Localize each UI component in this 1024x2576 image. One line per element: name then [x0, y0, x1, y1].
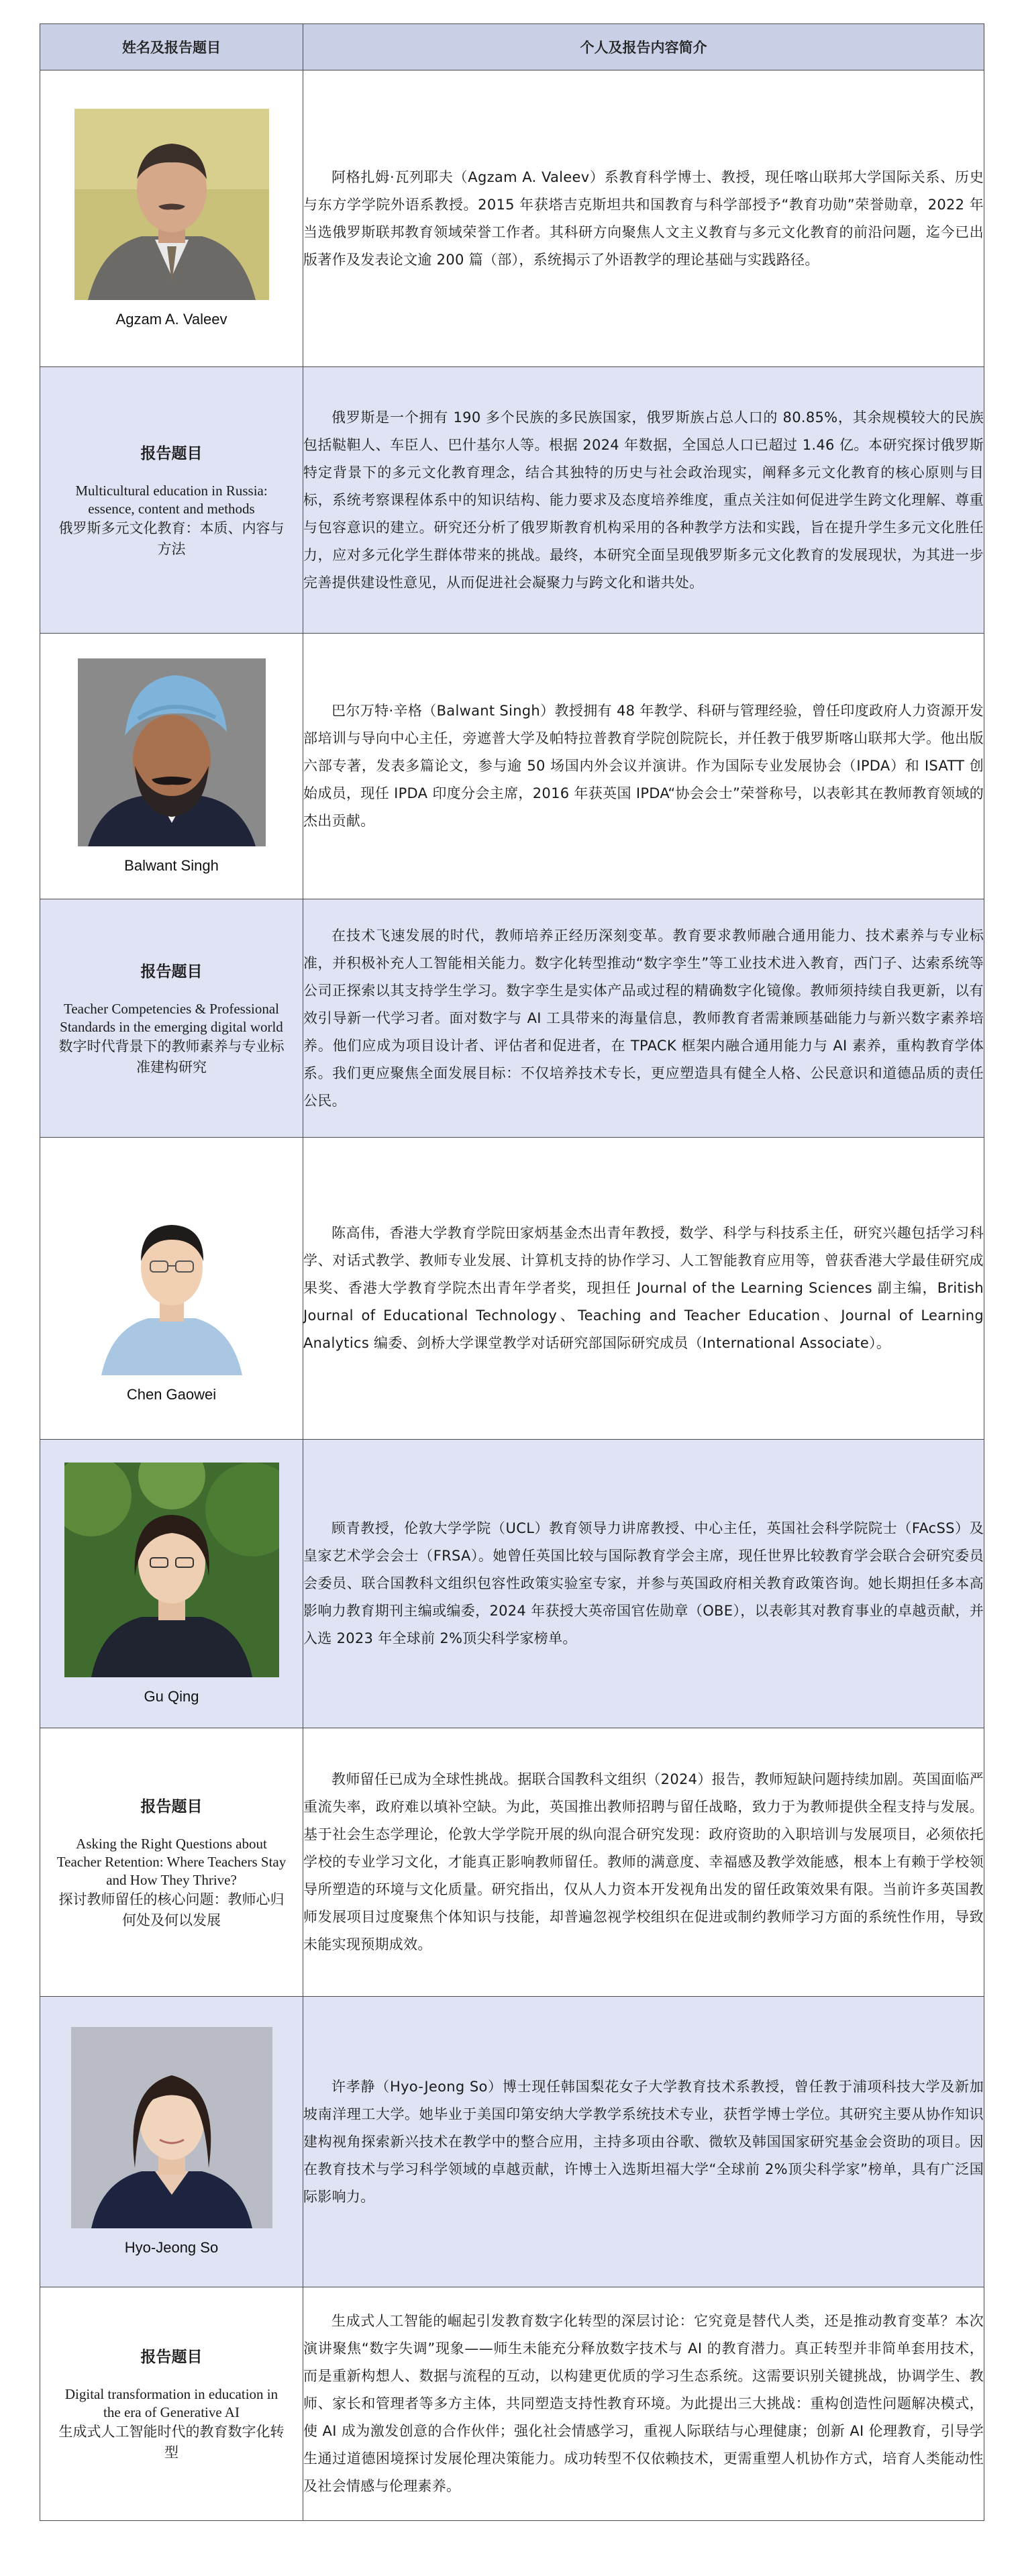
speaker-cell [40, 1138, 303, 1440]
table-row [40, 899, 984, 1138]
report-title-en: Asking the Right Questions about Teacher Retention: Where Teachers Stay and How They Thrive? [56, 1835, 287, 1888]
speaker-name: Chen Gaowei [126, 1385, 217, 1403]
report-title-cell [40, 1728, 303, 1997]
table-row [40, 367, 984, 634]
speaker-photo-gu [64, 1463, 279, 1677]
speaker-bio: 巴尔万特·辛格（Balwant Singh）教授拥有 48 年教学、科研与管理经验，曾任印度政府人力资源开发部培训与导向中心主任，旁遮普大学及帕特拉普教育学院创院院长，并任教于俄罗斯喀山联邦大学。他出版六部专著，发表多篇论文，参与逾 50 场国内外会议并演讲。作为国际专业发展协会（IPDA）和 ISATT 创始成员，现任 IPDA 印度分会主席，2016 年获英国 IPDA“协会会士”荣誉称号，以表彰其在教师教育领域的杰出贡献。 [303, 634, 984, 899]
speaker-bio: 许孝静（Hyo-Jeong So）博士现任韩国梨花女子大学教育技术系教授，曾任教于浦项科技大学及新加坡南洋理工大学。她毕业于美国印第安纳大学教学系统技术专业，获哲学博士学位。其研究主要从协作知识建构视角探索新兴技术在教学中的整合应用，主持多项由谷歌、微软及韩国国家研究基金会资助的项目。因在教育技术与学习科学领域的卓越贡献，许博士入选斯坦福大学“全球前 2%顶尖科学家”榜单，具有广泛国际影响力。 [303, 1997, 984, 2287]
report-abstract: 教师留任已成为全球性挑战。据联合国教科文组织（2024）报告，教师短缺问题持续加剧。英国面临严重流失率，政府难以填补空缺。为此，英国推出教师招聘与留任战略，致力于为教师提供全程支持与发展。基于社会生态学理论，伦敦大学学院开展的纵向混合研究发现：政府资助的入职培训与发展项目，必须依托学校的专业学习文化，才能真正影响教师留任。教师的满意度、幸福感及教学效能感，根本上有赖于学校领导所塑造的环境与文化质量。研究指出，仅从人力资本开发视角出发的留任政策效果有限。当前许多英国教师发展项目过度聚焦个体知识与技能，却普遍忽视学校组织在促进或制约教师学习方面的系统性作用，导致未能实现预期成效。 [303, 1728, 984, 1997]
speaker-name: Agzam A. Valeev [115, 311, 227, 328]
report-title-cell [40, 367, 303, 634]
report-label: 报告题目 [140, 2348, 203, 2366]
table-row [40, 1440, 984, 1728]
report-title-en: Teacher Competencies & Professional Standards in the emerging digital world [60, 1000, 283, 1035]
report-abstract: 生成式人工智能的崛起引发教育数字化转型的深层讨论：它究竟是替代人类，还是推动教育变革？本次演讲聚焦“数字失调”现象——师生未能充分释放数字技术与 AI 的教育潜力。真正转型并非简单套用技术，而是重新构想人、数据与流程的互动，以构建更优质的学习生态系统。这需要识别关键挑战，协调学生、教师、家长和管理者等多方主体，共同塑造支持性教育环境。为此提出三大挑战：重构创造性问题解决模式，使 AI 成为激发创意的合作伙伴；强化社会情感学习，重视人际联结与心理健康；创新 AI 伦理教育，引导学生通过道德困境探讨发展伦理决策能力。成功转型不仅依赖技术，更需重塑人机协作方式，培育人类能动性及社会情感与伦理素养。 [303, 2287, 984, 2521]
report-abstract: 俄罗斯是一个拥有 190 多个民族的多民族国家，俄罗斯族占总人口的 80.85%，其余规模较大的民族包括鞑靼人、车臣人、巴什基尔人等。根据 2024 年数据，全国总人口已超过 1.46 亿。本研究探讨俄罗斯特定背景下的多元文化教育理念，结合其独特的历史与社会政治现实，阐释多元文化教育的核心原则与目标，系统考察课程体系中的知识结构、能力要求及态度培养维度，重点关注如何促进学生跨文化理解、尊重与包容意识的建立。研究还分析了俄罗斯教育机构采用的各种教学方法和实践，旨在提升学生多元文化胜任力，应对多元化学生群体带来的挑战。最终，本研究全面呈现俄罗斯多元文化教育的发展现状，为其进一步完善提供建设性意见，从而促进社会凝聚力与跨文化和谐共处。 [303, 367, 984, 634]
report-label: 报告题目 [140, 444, 203, 462]
table-row [40, 70, 984, 367]
report-title-cell [40, 899, 303, 1138]
table-row [40, 1728, 984, 1997]
speaker-photo-so [71, 2027, 272, 2228]
speaker-name: Balwant Singh [124, 856, 219, 874]
table-row [40, 2287, 984, 2521]
report-label: 报告题目 [140, 962, 203, 981]
table-row [40, 634, 984, 899]
table-row [40, 1138, 984, 1440]
header-name-title: 姓名及报告题目 [40, 24, 303, 70]
report-title-en: Multicultural education in Russia: essence, content and methods [75, 482, 268, 517]
report-title-zh: 探讨教师留任的核心问题：教师心归何处及何以发展 [58, 1891, 285, 1928]
report-title-zh: 俄罗斯多元文化教育：本质、内容与方法 [58, 519, 285, 557]
speaker-cell [40, 1997, 303, 2287]
report-title-cell [40, 2287, 303, 2521]
header-profile: 个人及报告内容简介 [303, 24, 984, 70]
table-header-row [40, 24, 984, 70]
table-row [40, 1997, 984, 2287]
report-abstract: 在技术飞速发展的时代，教师培养正经历深刻变革。教育要求教师融合通用能力、技术素养与专业标准，并积极补充人工智能相关能力。数字化转型推动“数字孪生”等工业技术进入教育，西门子、达索系统等公司正探索以其支持学生学习。数字孪生是实体产品或过程的精确数字化镜像。教师须持续自我更新，以有效引导新一代学习者。面对数字与 AI 工具带来的海量信息，教师教育者需兼顾基础能力与新兴数字素养培养。他们应成为项目设计者、评估者和促进者，在 TPACK 框架内融合通用能力与 AI 素养，重构教育学体系。我们更应聚焦全面发展目标：不仅培养技术专长，更应塑造具有健全人格、公民意识和道德品质的责任公民。 [303, 899, 984, 1138]
speaker-name: Gu Qing [144, 1687, 199, 1705]
speaker-photo-chen [85, 1174, 259, 1375]
report-label: 报告题目 [140, 1797, 203, 1816]
speaker-bio: 顾青教授，伦敦大学学院（UCL）教育领导力讲席教授、中心主任，英国社会科学院院士（FAcSS）及皇家艺术学会会士（FRSA）。她曾任英国比较与国际教育学会主席，现任世界比较教育学会联合会研究委员会委员、联合国教科文组织包容性政策实验室专家，并参与英国政府相关教育政策咨询。她长期担任多本高影响力教育期刊主编或编委，2024 年获授大英帝国官佐勋章（OBE），以表彰其对教育事业的卓越贡献，并入选 2023 年全球前 2%顶尖科学家榜单。 [303, 1440, 984, 1728]
report-title-zh: 生成式人工智能时代的教育数字化转型 [58, 2424, 285, 2461]
speakers-table [40, 23, 984, 2521]
speaker-name: Hyo-Jeong So [124, 2239, 219, 2256]
report-title-en: Digital transformation in education in the era of Generative AI [64, 2386, 278, 2420]
speaker-cell [40, 1440, 303, 1728]
speaker-cell [40, 634, 303, 899]
speaker-photo-valeev [74, 109, 269, 300]
speaker-photo-singh [78, 658, 266, 846]
speaker-bio: 阿格扎姆·瓦列耶夫（Agzam A. Valeev）系教育科学博士、教授，现任喀山联邦大学国际关系、历史与东方学学院外语系教授。2015 年获塔吉克斯坦共和国教育与科学部授予“教育功勋”荣誉勋章，2022 年当选俄罗斯联邦教育领域荣誉工作者。其科研方向聚焦人文主义教育与多元文化教育的前沿问题，迄今已出版著作及发表论文逾 200 篇（部），系统揭示了外语教学的理论基础与实践路径。 [303, 70, 984, 367]
speaker-cell [40, 70, 303, 367]
speaker-bio: 陈高伟，香港大学教育学院田家炳基金杰出青年教授，数学、科学与科技系主任，研究兴趣包括学习科学、对话式教学、教师专业发展、计算机支持的协作学习、人工智能教育应用等，曾获香港大学最佳研究成果奖、香港大学教育学院杰出青年学者奖，现担任 Journal of the Learning Sciences 副主编，British Journal of Educational Technology、Teaching and Teacher Education、Journal of Learning Analytics 编委、剑桥大学课堂教学对话研究部国际研究成员（International Associate）。 [303, 1138, 984, 1440]
report-title-zh: 数字时代背景下的教师素养与专业标准建构研究 [58, 1038, 285, 1075]
